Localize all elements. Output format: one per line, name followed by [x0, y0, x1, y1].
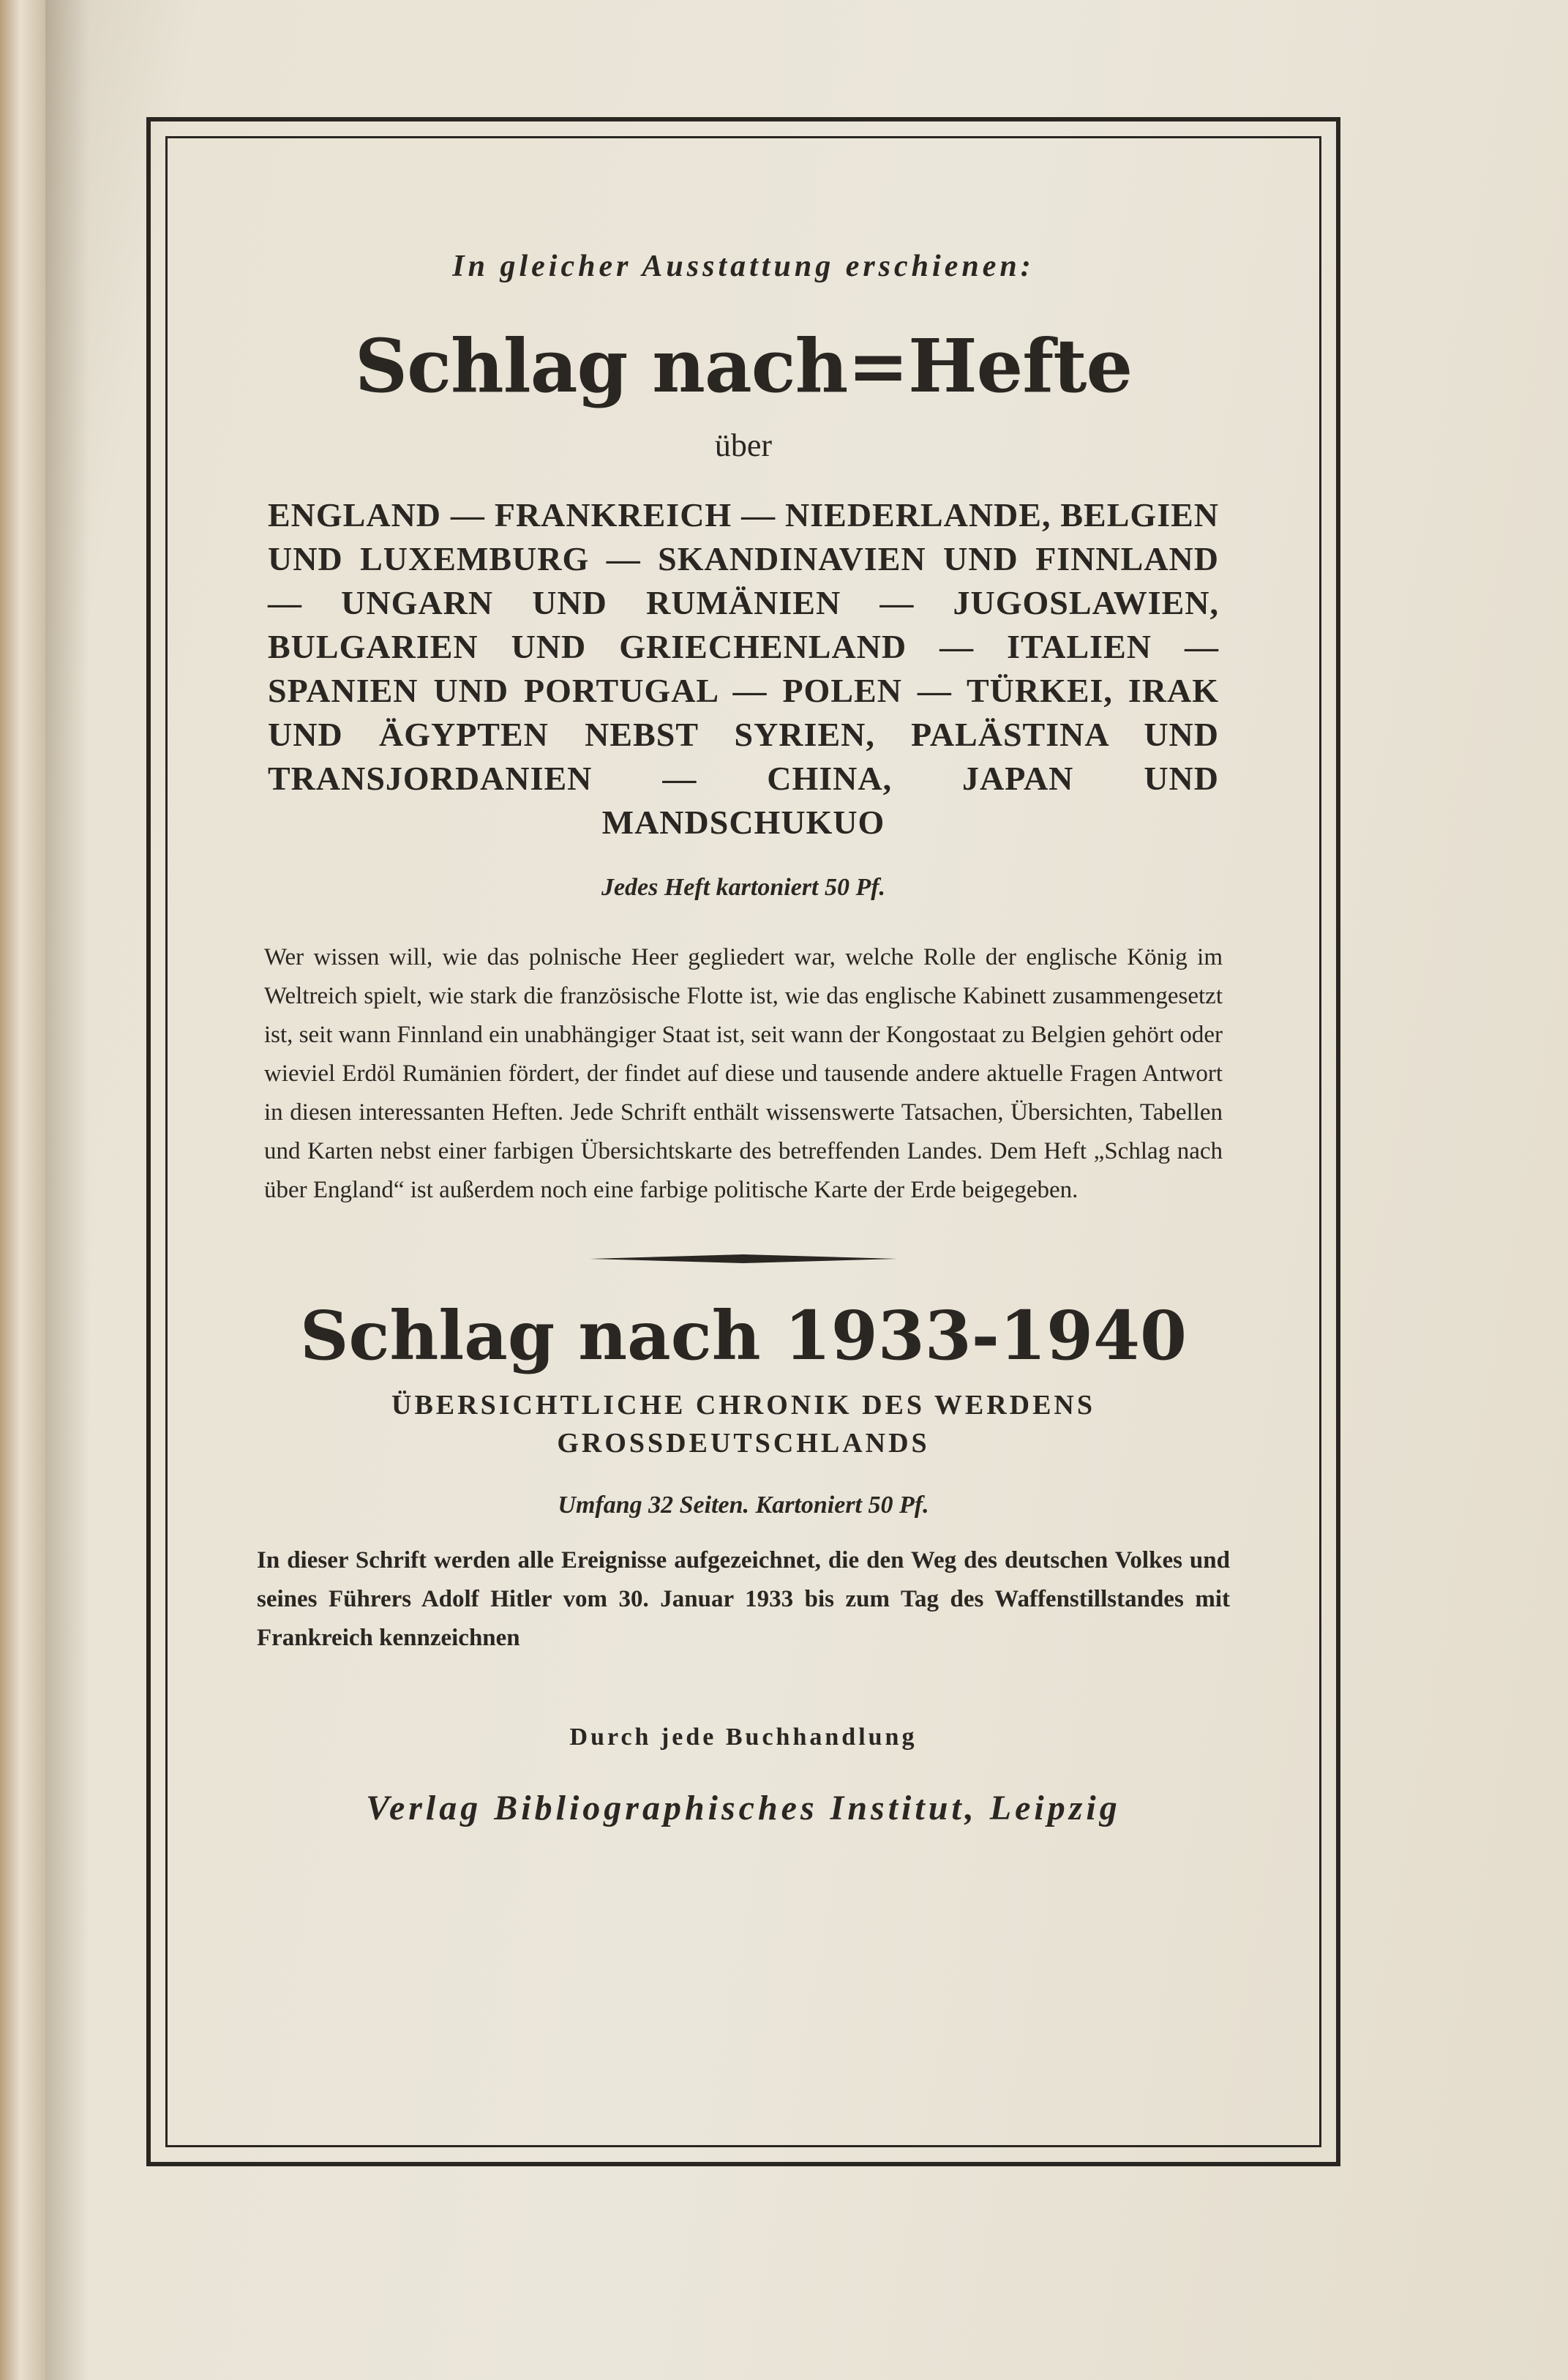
series-title: Schlag nach=Hefte [354, 323, 1133, 409]
ueber-word: über [714, 427, 773, 463]
intro-line: In gleicher Ausstattung erschienen: [452, 250, 1035, 283]
chronicle-subtitle-line1: ÜBERSICHTLICHE CHRONIK DES WERDENS [391, 1389, 1095, 1421]
bookshop-note: Durch jede Buchhandlung [569, 1723, 918, 1751]
description-paragraph: Wer wissen will, wie das polnische Heer gegliedert war, welche Rolle der englische König im Weltreich spielt, wie stark die französische Flotte ist, wie das englische Kabinett zusammengesetzt ist, seit wann Finnland ein unabhängiger Staat ist, seit wann der Kongostaat zu Belgien gehört oder wieviel Erdöl Rumänien fördert, der findet auf diese und tausende andere aktuelle Fragen Antwort in diesen interessanten Heften. Jede Schrift enthält wissenswerte Tatsachen, Übersichten, Tabellen und Karten nebst einer farbigen Übersichtskarte des betreffenden Landes. Dem Heft „Schlag nach über England“ ist außerdem noch eine farbige politische Karte der Erde beigegeben. [264, 944, 1223, 1203]
book-spine [0, 0, 45, 2380]
price-note: Jedes Heft kartoniert 50 Pf. [601, 874, 886, 901]
chronicle-price: Umfang 32 Seiten. Kartoniert 50 Pf. [558, 1491, 929, 1519]
chronicle-subtitle-line2: GROSSDEUTSCHLANDS [557, 1427, 930, 1459]
country-list: ENGLAND — FRANKREICH — NIEDERLANDE, BELGIEN UND LUXEMBURG — SKANDINAVIEN UND FINNLAND — UNGARN UND RUMÄNIEN — JUGOSLAWIEN, BULGARIEN UND GRIECHENLAND — ITALIEN — SPANIEN UND PORTUGAL — POLEN — TÜRKEI, IRAK UND ÄGYPTEN NEBST SYRIEN, PALÄSTINA UND TRANSJORDANIEN — CHINA, JAPAN UND MANDSCHUKUO [268, 496, 1219, 841]
page-content [181, 249, 1305, 1828]
ornament-divider [590, 1254, 897, 1264]
chronicle-title: Schlag nach 1933-1940 [300, 1296, 1187, 1375]
chronicle-paragraph: In dieser Schrift werden alle Ereignisse aufgezeichnet, die den Weg des deutschen Volkes und seines Führers Adolf Hitler vom 30. Januar 1933 bis zum Tag des Waffenstillstandes mit Frankreich kennzeichnen [257, 1546, 1230, 1651]
page-gutter-shadow [45, 0, 89, 2380]
publisher-line: Verlag Bibliographisches Institut, Leipzig [366, 1788, 1121, 1827]
